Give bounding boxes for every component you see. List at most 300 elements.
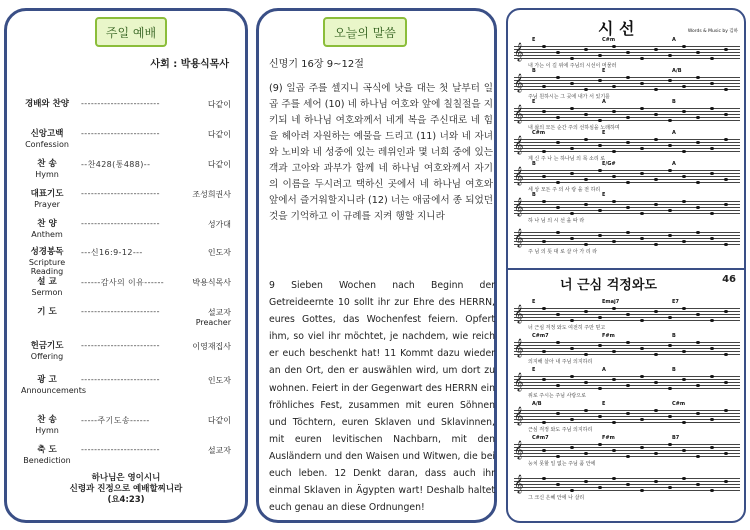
lyric-line: 능치 못할 일 없는 주님 품 안에 [528, 461, 596, 467]
music-note [654, 381, 658, 384]
music-note [682, 85, 686, 88]
music-note [570, 212, 574, 215]
chord-symbol: A [602, 367, 606, 373]
staff-line [514, 382, 740, 383]
staff-line [514, 173, 740, 174]
order-item-subtitle: Confession [25, 140, 69, 149]
music-note [542, 240, 546, 243]
music-note [654, 480, 658, 483]
sheet-music-panel [506, 8, 746, 523]
music-note [584, 203, 588, 206]
music-note [542, 200, 546, 203]
chord-symbol: B7 [672, 435, 680, 441]
staff-line [514, 145, 740, 146]
music-note [640, 82, 644, 85]
korean-scripture: (9) 일곱 주를 셀지니 곡식에 낫을 대는 첫 날부터 일곱 주를 세어 (10) 네 하나님 여호와 앞에 칠칠절을 지키되 네 하나님 여호와께서 네게 복을 주신대로 네 힘을 헤아려 자원하는 예물을 드리고 (11) 너와 네 자녀와 노비와 네 성중에 있는 레위인과 몇 너희 중에 있는 객과 고아와 과부가 함께 네 하나님 여호와께서 자기의 이름을 두시려고 택하신 곳에서 네 하나님 여호와 앞에서 즐거워할지니라 (12) 너는 애굽에서 종 되었던 것을 기억하고 이 규례를 지켜 행할 지니라 [269, 83, 493, 222]
staff-line [514, 49, 740, 50]
staff-line [514, 244, 740, 245]
music-note [570, 347, 574, 350]
music-note [598, 54, 602, 57]
music-note [556, 313, 560, 316]
music-note [570, 418, 574, 421]
treble-clef-icon: 𝄞 [514, 474, 524, 493]
order-row [21, 129, 239, 153]
lyric-line: 주님 원하시는 그 곳에 내가 서 있기를 [528, 94, 610, 100]
music-note [612, 240, 616, 243]
music-note [710, 172, 714, 175]
staff-line [514, 114, 740, 115]
music-staff [514, 474, 740, 493]
order-item-name: 찬 송 [37, 159, 57, 169]
music-note [598, 443, 602, 446]
music-note [724, 310, 728, 313]
chord-symbol: E [532, 367, 536, 373]
music-note [612, 378, 616, 381]
order-item-leader: 다같이 [207, 160, 231, 169]
music-note [556, 51, 560, 54]
staff-line [514, 120, 740, 121]
order-item-subtitle: Offering [30, 352, 64, 361]
music-note [612, 110, 616, 113]
staff-line [514, 447, 740, 448]
lyric-line: 계 신 주 나 는 하나님 의 목 소리 로 [528, 156, 606, 162]
music-note [654, 409, 658, 412]
music-note [612, 175, 616, 178]
music-note [626, 384, 630, 387]
music-note [668, 387, 672, 390]
music-note [626, 51, 630, 54]
chord-symbol: C#m [672, 401, 686, 407]
chord-symbol: B [532, 68, 536, 74]
order-item-detail: ---신16:9-12--- [81, 248, 143, 257]
treble-clef-icon: 𝄞 [514, 104, 524, 123]
staff-line [514, 453, 740, 454]
music-note [696, 181, 700, 184]
music-note [724, 353, 728, 356]
order-item-leader: 이영재집사 [192, 342, 231, 351]
music-note [668, 119, 672, 122]
music-note [668, 144, 672, 147]
music-note [556, 206, 560, 209]
order-item-name: 경배와 찬양 [24, 99, 69, 109]
music-note [626, 341, 630, 344]
music-note [640, 489, 644, 492]
chord-symbol: C#m [602, 37, 616, 43]
chord-symbol: A [602, 99, 606, 105]
order-item-detail: ------------------------ [81, 129, 160, 138]
order-item-name: 축 도 [37, 445, 57, 455]
chord-symbol: A [672, 161, 676, 167]
music-note [640, 57, 644, 60]
treble-clef-icon: 𝄞 [514, 42, 524, 61]
chord-symbol: E [602, 68, 606, 74]
order-item-subtitle: Benediction [23, 456, 71, 465]
staff-line [514, 450, 740, 451]
music-note [668, 443, 672, 446]
music-note [556, 455, 560, 458]
order-item-name: 신앙고백 [30, 129, 64, 139]
order-row [21, 99, 239, 123]
music-note [654, 138, 658, 141]
order-item-detail: ------------------------ [81, 445, 160, 454]
staff-line [514, 151, 740, 152]
order-item-detail: ------------------------ [81, 219, 160, 228]
order-item-subtitle: Scripture Reading [28, 258, 66, 276]
music-note [696, 455, 700, 458]
music-note [626, 455, 630, 458]
music-note [612, 85, 616, 88]
music-note [724, 409, 728, 412]
order-row [21, 415, 239, 439]
music-note [696, 141, 700, 144]
staff-line [514, 478, 740, 479]
scripture-panel [256, 8, 497, 523]
music-note [612, 307, 616, 310]
music-note [612, 45, 616, 48]
music-note [584, 243, 588, 246]
chord-symbol: A [672, 130, 676, 136]
order-row [21, 219, 239, 243]
music-note [724, 178, 728, 181]
staff-line [514, 55, 740, 56]
staff-line [514, 444, 740, 445]
order-item-name: 설 교 [37, 277, 57, 287]
music-note [654, 88, 658, 91]
music-note [542, 449, 546, 452]
music-note [598, 344, 602, 347]
music-note [598, 316, 602, 319]
treble-clef-icon: 𝄞 [514, 406, 524, 425]
music-note [724, 138, 728, 141]
music-note [640, 107, 644, 110]
music-note [626, 412, 630, 415]
music-note [724, 113, 728, 116]
chord-symbol: E [532, 299, 536, 305]
chord-symbol: E7 [672, 299, 679, 305]
lyric-line: 근심 걱정 와도 주님 의지하리 [528, 427, 593, 433]
treble-clef-icon: 𝄞 [514, 304, 524, 323]
staff-line [514, 351, 740, 352]
order-item-leader: 조성희권사 [192, 190, 231, 199]
staff-line [514, 416, 740, 417]
music-note [570, 147, 574, 150]
music-staff [514, 197, 740, 216]
music-note [724, 203, 728, 206]
music-note [556, 181, 560, 184]
staff-line [514, 419, 740, 420]
lyric-line: 주 님 의 뜻 대 로 살 아 가 리 라 [528, 249, 598, 255]
music-note [598, 234, 602, 237]
order-item-subtitle: Announcements [21, 386, 87, 395]
staff-line [514, 204, 740, 205]
staff-line [514, 148, 740, 149]
music-note [612, 350, 616, 353]
music-note [668, 79, 672, 82]
treble-clef-icon: 𝄞 [514, 135, 524, 154]
staff-line [514, 86, 740, 87]
music-note [682, 449, 686, 452]
music-note [542, 150, 546, 153]
treble-clef-icon: 𝄞 [514, 73, 524, 92]
lyric-line: 의지해 살아 내 주님 의지하리 [528, 359, 593, 365]
music-note [556, 341, 560, 344]
presider-label: 사회 : 박용식목사 [150, 59, 229, 70]
order-item-leader: 다같이 [207, 130, 231, 139]
music-note [682, 350, 686, 353]
song1-credit: Words & Music by 김하 [687, 29, 738, 34]
song-divider [508, 268, 744, 270]
music-note [570, 57, 574, 60]
order-item-name: 찬 송 [37, 415, 57, 425]
music-note [612, 200, 616, 203]
order-item-leader: 설교자 [207, 308, 231, 317]
music-note [584, 113, 588, 116]
order-item-name: 헌금기도 [30, 341, 64, 351]
music-note [724, 243, 728, 246]
treble-clef-icon: 𝄞 [514, 440, 524, 459]
chord-symbol: A/B [532, 401, 542, 407]
music-note [584, 480, 588, 483]
music-note [598, 486, 602, 489]
order-item-leader-en: Preacher [195, 318, 231, 327]
music-note [682, 175, 686, 178]
lyric-line: 위로 주시는 주님 사랑으로 [528, 393, 586, 399]
staff-line [514, 422, 740, 423]
order-item-name: 성경봉독 [30, 247, 64, 257]
chord-symbol: E [602, 192, 606, 198]
music-note [682, 307, 686, 310]
music-staff [514, 372, 740, 391]
music-note [542, 378, 546, 381]
staff-line [514, 213, 740, 214]
music-note [570, 172, 574, 175]
chord-symbol: B [672, 99, 676, 105]
staff-line [514, 238, 740, 239]
music-note [598, 415, 602, 418]
order-item-leader: 다같이 [207, 416, 231, 425]
staff-line [514, 317, 740, 318]
song1-title: 시 선 [598, 19, 635, 38]
scripture-reference: 신명기 16장 9~12절 [269, 59, 364, 70]
music-staff [514, 228, 740, 247]
music-note [696, 384, 700, 387]
music-note [570, 237, 574, 240]
order-item-detail: ------------------------ [81, 189, 160, 198]
chord-symbol: E [532, 99, 536, 105]
music-note [626, 116, 630, 119]
music-note [570, 446, 574, 449]
music-note [682, 378, 686, 381]
music-note [654, 243, 658, 246]
chord-symbol: F#m [602, 333, 615, 339]
music-note [710, 237, 714, 240]
music-note [626, 313, 630, 316]
order-item-leader: 성가대 [207, 220, 231, 229]
music-note [556, 412, 560, 415]
music-note [654, 310, 658, 313]
music-note [654, 113, 658, 116]
order-item-name: 기 도 [37, 307, 57, 317]
music-note [710, 489, 714, 492]
order-item-subtitle: Hymn [35, 426, 59, 435]
staff-line [514, 89, 740, 90]
staff-line [514, 481, 740, 482]
order-row [21, 277, 239, 301]
chord-symbol: E [602, 130, 606, 136]
lyric-line: 그 크신 은혜 안에 나 살리 [528, 495, 585, 501]
staff-line [514, 111, 740, 112]
music-note [710, 418, 714, 421]
music-note [668, 209, 672, 212]
music-note [584, 310, 588, 313]
music-note [626, 206, 630, 209]
staff-line [514, 410, 740, 411]
music-note [584, 381, 588, 384]
chord-symbol: A [672, 37, 676, 43]
treble-clef-icon: 𝄞 [514, 166, 524, 185]
staff-line [514, 46, 740, 47]
music-note [542, 350, 546, 353]
order-row [21, 247, 239, 276]
music-staff [514, 304, 740, 323]
order-item-leader: 다같이 [207, 100, 231, 109]
staff-line [514, 241, 740, 242]
music-note [570, 82, 574, 85]
order-item-name: 광 고 [37, 375, 57, 385]
staff-line [514, 201, 740, 202]
music-note [640, 418, 644, 421]
music-note [710, 212, 714, 215]
music-note [570, 319, 574, 322]
music-note [710, 107, 714, 110]
order-item-subtitle: Hymn [35, 170, 59, 179]
order-item-detail: ------감사의 이유------ [81, 278, 165, 287]
chord-symbol: C#m7 [532, 435, 549, 441]
music-note [668, 54, 672, 57]
music-note [584, 48, 588, 51]
lyric-line: 하 나 님 의 시 선 을 따 라 [528, 218, 585, 224]
music-note [598, 144, 602, 147]
music-note [654, 178, 658, 181]
music-note [682, 110, 686, 113]
lyric-line: 내 가는 이 길 위에 주님의 시선이 머물러 [528, 63, 617, 69]
order-row [21, 189, 239, 213]
chord-symbol: F#m [602, 435, 615, 441]
staff-line [514, 311, 740, 312]
music-note [640, 147, 644, 150]
order-item-detail: ------------------------ [81, 99, 160, 108]
lyric-line: 너 근심 걱정 와도 여전히 주만 믿고 [528, 325, 606, 331]
music-note [542, 110, 546, 113]
music-note [556, 483, 560, 486]
music-note [542, 85, 546, 88]
verse-line: 신령과 진정으로 예배할찌니라 [69, 484, 183, 494]
music-note [556, 384, 560, 387]
music-note [598, 169, 602, 172]
verse-reference: (요4:23) [107, 495, 145, 505]
staff-line [514, 179, 740, 180]
order-row [21, 159, 239, 183]
worship-tab: 주일 예배 [95, 17, 167, 47]
music-note [612, 421, 616, 424]
music-note [710, 319, 714, 322]
music-staff [514, 73, 740, 92]
lyric-line: 세 상 모든 주 의 사 랑 을 전 하리 [528, 187, 601, 193]
chord-symbol: E [602, 401, 606, 407]
chord-symbol: A/B [672, 68, 682, 74]
staff-line [514, 108, 740, 109]
music-note [570, 375, 574, 378]
music-note [598, 79, 602, 82]
music-staff [514, 338, 740, 357]
music-note [668, 415, 672, 418]
staff-line [514, 354, 740, 355]
music-note [612, 150, 616, 153]
order-row [21, 445, 239, 469]
music-note [710, 82, 714, 85]
staff-line [514, 388, 740, 389]
music-note [682, 477, 686, 480]
music-note [584, 409, 588, 412]
order-row [21, 341, 239, 365]
lyric-line: 내 삶의 모든 순간 주의 선하심을 노래하며 [528, 125, 620, 131]
music-note [654, 452, 658, 455]
music-note [542, 307, 546, 310]
music-staff [514, 440, 740, 459]
chord-symbol: C#m7 [532, 333, 549, 339]
closing-verse [7, 473, 245, 506]
music-note [724, 381, 728, 384]
scripture-tab: 오늘의 말씀 [323, 17, 407, 47]
music-note [710, 375, 714, 378]
music-note [696, 76, 700, 79]
music-note [640, 237, 644, 240]
order-row [21, 375, 239, 399]
music-staff [514, 42, 740, 61]
music-note [668, 344, 672, 347]
chord-symbol: B [532, 192, 536, 198]
order-item-detail: ------------------------ [81, 341, 160, 350]
worship-order-panel [4, 8, 248, 523]
music-note [640, 375, 644, 378]
staff-line [514, 487, 740, 488]
music-staff [514, 406, 740, 425]
staff-line [514, 235, 740, 236]
order-item-subtitle: Prayer [34, 200, 60, 209]
music-note [710, 347, 714, 350]
music-staff [514, 135, 740, 154]
music-note [626, 231, 630, 234]
staff-line [514, 376, 740, 377]
music-note [556, 141, 560, 144]
treble-clef-icon: 𝄞 [514, 372, 524, 391]
music-note [682, 421, 686, 424]
music-note [668, 486, 672, 489]
order-item-detail: ------------------------ [81, 307, 160, 316]
music-note [584, 178, 588, 181]
music-note [710, 446, 714, 449]
chord-symbol: B [672, 367, 676, 373]
music-note [598, 119, 602, 122]
music-note [542, 45, 546, 48]
music-note [668, 316, 672, 319]
music-note [584, 138, 588, 141]
music-note [696, 51, 700, 54]
music-note [542, 421, 546, 424]
music-note [696, 116, 700, 119]
staff-line [514, 379, 740, 380]
german-scripture: 9 Sieben Wochen nach Beginn der Getreideernte 10 sollt ihr zur Ehre des HERRN, eures Gottes, das Wochenfest feiern. Opfert ihm, so viel ihr möchtet, je nachdem, wie reich er euch beschenkt hat! 11 Kommt dazu wieder an den Ort, den er auswählen wird, um dort zu wohnen. Feiert in der Gegenwart des HERRN ein fröhliches Fest, zusammen mit euren Söhnen und Töchtern, euren Sklaven und Sklavinnen, mit euren levitischen Nachbarn, mit den Ausländern und den Waisen und Witwen, die bei euch leben. 12 Denkt daran, dass auch ihr einmal Sklaven in Ägypten wart! Deshalb haltet euch genau an diese Ordnungen! [269, 280, 495, 514]
